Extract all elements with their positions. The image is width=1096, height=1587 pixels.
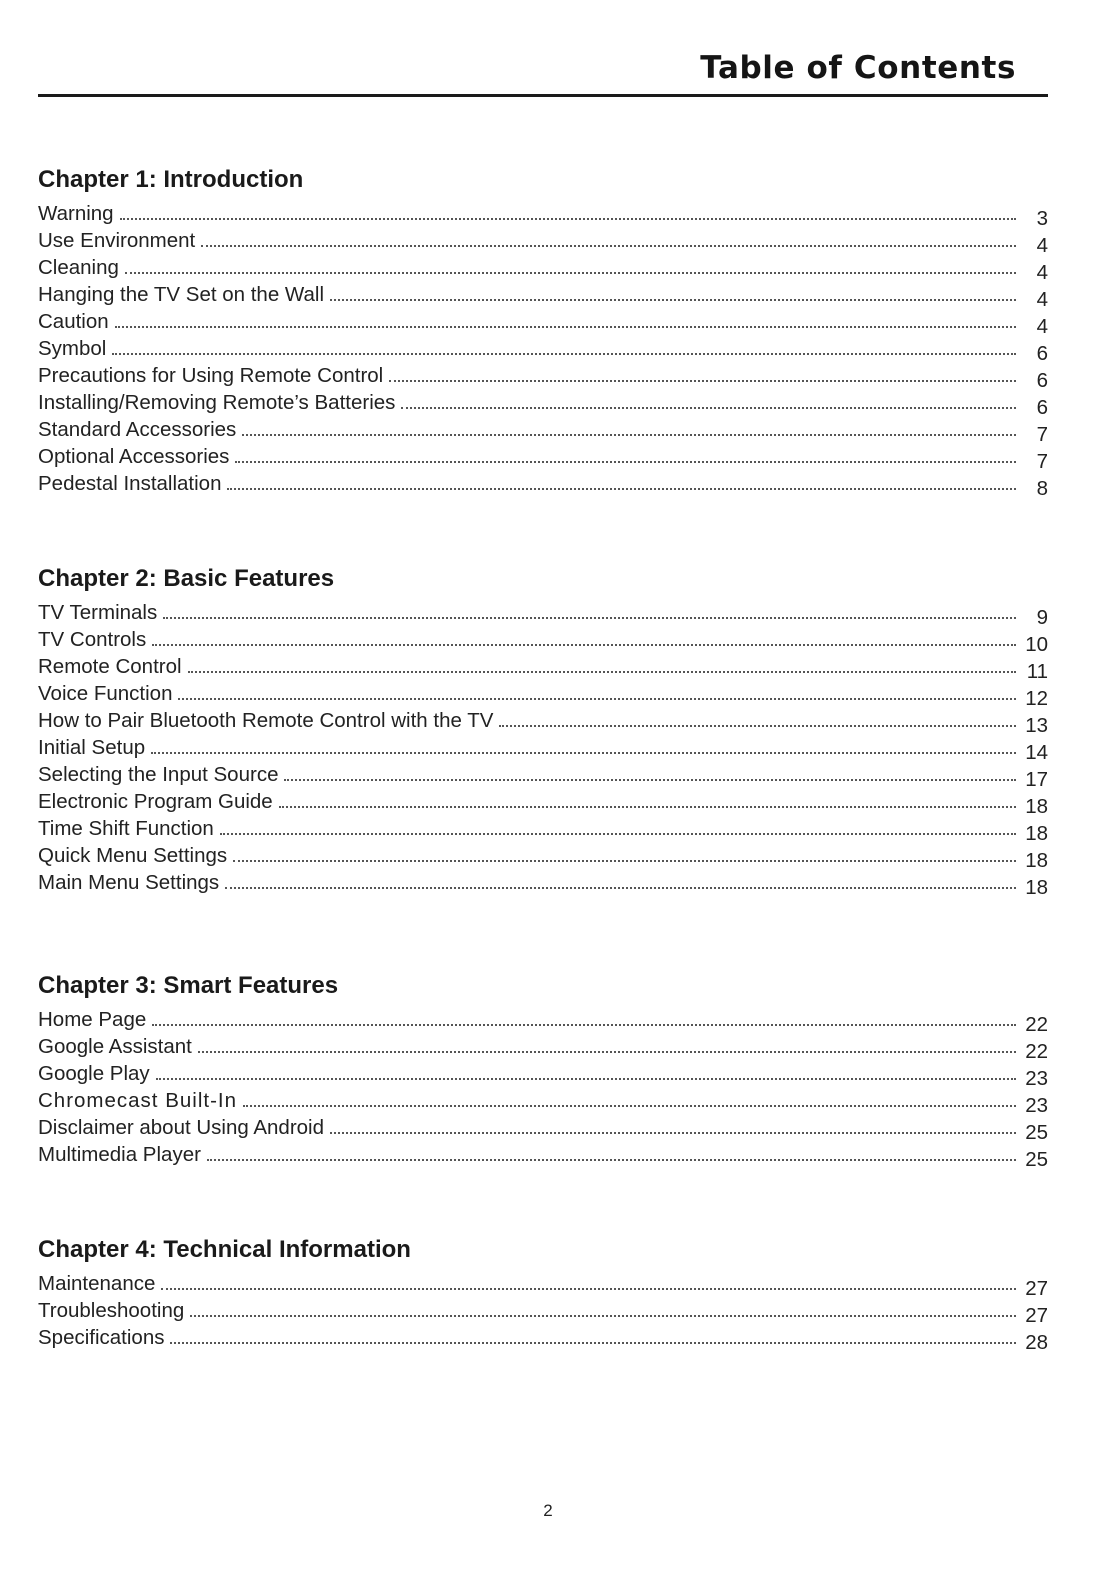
dot-leader [152,644,1016,646]
entry-label: Maintenance [38,1272,156,1295]
entry-label: Symbol [38,337,107,360]
entry-page-number: 12 [1025,687,1048,710]
chapter-title: Chapter 3: Smart Features [38,972,339,999]
dot-leader [330,1132,1016,1134]
toc-entry-hanging-tv[interactable] [38,280,1048,311]
entry-page-number: 18 [1025,822,1048,845]
entry-page-number: 9 [1036,606,1048,629]
dot-leader [152,1024,1016,1026]
entry-page-number: 27 [1025,1277,1048,1300]
toc-entry-home-page[interactable] [38,1005,1048,1036]
dot-leader [156,1078,1016,1080]
toc-entry-tv-controls[interactable] [38,625,1048,656]
entry-page-number: 18 [1025,849,1048,872]
toc-entry-caution[interactable] [38,307,1048,338]
toc-entry-main-menu[interactable] [38,868,1048,899]
entry-page-number: 17 [1025,768,1048,791]
dot-leader [198,1051,1016,1053]
entry-label: Chromecast Built-In [38,1089,238,1112]
chapter-4-section [38,1235,1048,1354]
dot-leader [120,218,1016,220]
dot-leader [151,752,1016,754]
entry-label: Hanging the TV Set on the Wall [38,283,325,306]
toc-entry-voice-function[interactable] [38,679,1048,710]
toc-list [38,199,1048,500]
toc-entry-tv-terminals[interactable] [38,598,1048,629]
toc-entry-time-shift[interactable] [38,814,1048,845]
chapter-1-section [38,165,1048,500]
toc-entry-android-disclaimer[interactable] [38,1113,1048,1144]
page-number: 2 [543,1501,553,1520]
entry-page-number: 22 [1025,1040,1048,1063]
entry-label: Home Page [38,1008,147,1031]
entry-label: TV Terminals [38,601,158,624]
dot-leader [235,461,1016,463]
toc-entry-quick-menu[interactable] [38,841,1048,872]
dot-leader [201,245,1016,247]
toc-entry-chromecast[interactable] [38,1086,1048,1117]
toc-entry-remote-batteries[interactable] [38,388,1048,419]
entry-page-number: 3 [1036,207,1048,230]
entry-page-number: 4 [1036,261,1048,284]
toc-list [38,1005,1048,1171]
dot-leader [220,833,1016,835]
entry-label: Electronic Program Guide [38,790,273,813]
entry-label: Main Menu Settings [38,871,220,894]
toc-entry-cleaning[interactable] [38,253,1048,284]
toc-entry-input-source[interactable] [38,760,1048,791]
toc-entry-pedestal-installation[interactable] [38,469,1048,500]
entry-label: Multimedia Player [38,1143,201,1166]
dot-leader [284,779,1016,781]
entry-label: Disclaimer about Using Android [38,1116,324,1139]
dot-leader [112,353,1016,355]
entry-label: Remote Control [38,655,182,678]
entry-label: Selecting the Input Source [38,763,279,786]
entry-page-number: 25 [1025,1148,1048,1171]
toc-list [38,1269,1048,1354]
entry-label: Use Environment [38,229,196,252]
entry-label: Quick Menu Settings [38,844,228,867]
chapter-title: Chapter 1: Introduction [38,166,304,193]
toc-entry-warning[interactable] [38,199,1048,230]
toc-entry-specifications[interactable] [38,1323,1048,1354]
dot-leader [170,1342,1016,1344]
toc-entry-optional-accessories[interactable] [38,442,1048,473]
entry-label: Initial Setup [38,736,146,759]
dot-leader [499,725,1016,727]
entry-label: Troubleshooting [38,1299,185,1322]
dot-leader [207,1159,1016,1161]
entry-page-number: 6 [1036,396,1048,419]
toc-list [38,598,1048,899]
dot-leader [243,1105,1016,1107]
dot-leader [178,698,1016,700]
entry-label: Precautions for Using Remote Control [38,364,384,387]
entry-page-number: 25 [1025,1121,1048,1144]
toc-entry-bluetooth-pairing[interactable] [38,706,1048,737]
entry-page-number: 28 [1025,1331,1048,1354]
dot-leader [401,407,1016,409]
entry-page-number: 10 [1025,633,1048,656]
entry-page-number: 7 [1036,450,1048,473]
page-title: Table of Contents [700,50,1016,86]
dot-leader [188,671,1016,673]
entry-page-number: 7 [1036,423,1048,446]
dot-leader [225,887,1016,889]
toc-entry-use-environment[interactable] [38,226,1048,257]
entry-label: How to Pair Bluetooth Remote Control with the TV [38,709,494,732]
dot-leader [330,299,1016,301]
toc-entry-google-assistant[interactable] [38,1032,1048,1063]
entry-page-number: 8 [1036,477,1048,500]
entry-page-number: 18 [1025,876,1048,899]
entry-page-number: 23 [1025,1067,1048,1090]
dot-leader [115,326,1016,328]
toc-entry-multimedia-player[interactable] [38,1140,1048,1171]
entry-page-number: 13 [1025,714,1048,737]
entry-label: Voice Function [38,682,173,705]
dot-leader [233,860,1016,862]
entry-label: Specifications [38,1326,165,1349]
entry-page-number: 4 [1036,315,1048,338]
dot-leader [227,488,1016,490]
entry-label: Time Shift Function [38,817,214,840]
entry-label: Standard Accessories [38,418,237,441]
entry-label: Pedestal Installation [38,472,222,495]
entry-page-number: 4 [1036,234,1048,257]
toc-entry-symbol[interactable] [38,334,1048,365]
entry-page-number: 18 [1025,795,1048,818]
entry-label: TV Controls [38,628,147,651]
toc-entry-initial-setup[interactable] [38,733,1048,764]
entry-page-number: 4 [1036,288,1048,311]
entry-label: Warning [38,202,114,225]
entry-label: Google Assistant [38,1035,192,1058]
entry-label: Cleaning [38,256,119,279]
entry-page-number: 11 [1026,660,1048,683]
chapter-title: Chapter 2: Basic Features [38,565,335,592]
dot-leader [125,272,1016,274]
dot-leader [389,380,1016,382]
entry-page-number: 14 [1025,741,1048,764]
entry-page-number: 6 [1036,342,1048,365]
dot-leader [279,806,1016,808]
dot-leader [161,1288,1016,1290]
entry-label: Google Play [38,1062,150,1085]
chapter-3-section [38,971,1048,1171]
toc-entry-remote-precautions[interactable] [38,361,1048,392]
dot-leader [190,1315,1016,1317]
entry-page-number: 6 [1036,369,1048,392]
entry-label: Optional Accessories [38,445,230,468]
page-header [38,50,1048,97]
toc-entry-standard-accessories[interactable] [38,415,1048,446]
entry-label: Caution [38,310,109,333]
toc-entry-google-play[interactable] [38,1059,1048,1090]
chapter-title: Chapter 4: Technical Information [38,1236,411,1263]
dot-leader [242,434,1016,436]
entry-label: Installing/Removing Remote’s Batteries [38,391,396,414]
entry-page-number: 27 [1025,1304,1048,1327]
toc-entry-program-guide[interactable] [38,787,1048,818]
chapter-2-section [38,564,1048,899]
dot-leader [163,617,1016,619]
entry-page-number: 22 [1025,1013,1048,1036]
toc-entry-remote-control[interactable] [38,652,1048,683]
entry-page-number: 23 [1025,1094,1048,1117]
toc-entry-maintenance[interactable] [38,1269,1048,1300]
toc-entry-troubleshooting[interactable] [38,1296,1048,1327]
